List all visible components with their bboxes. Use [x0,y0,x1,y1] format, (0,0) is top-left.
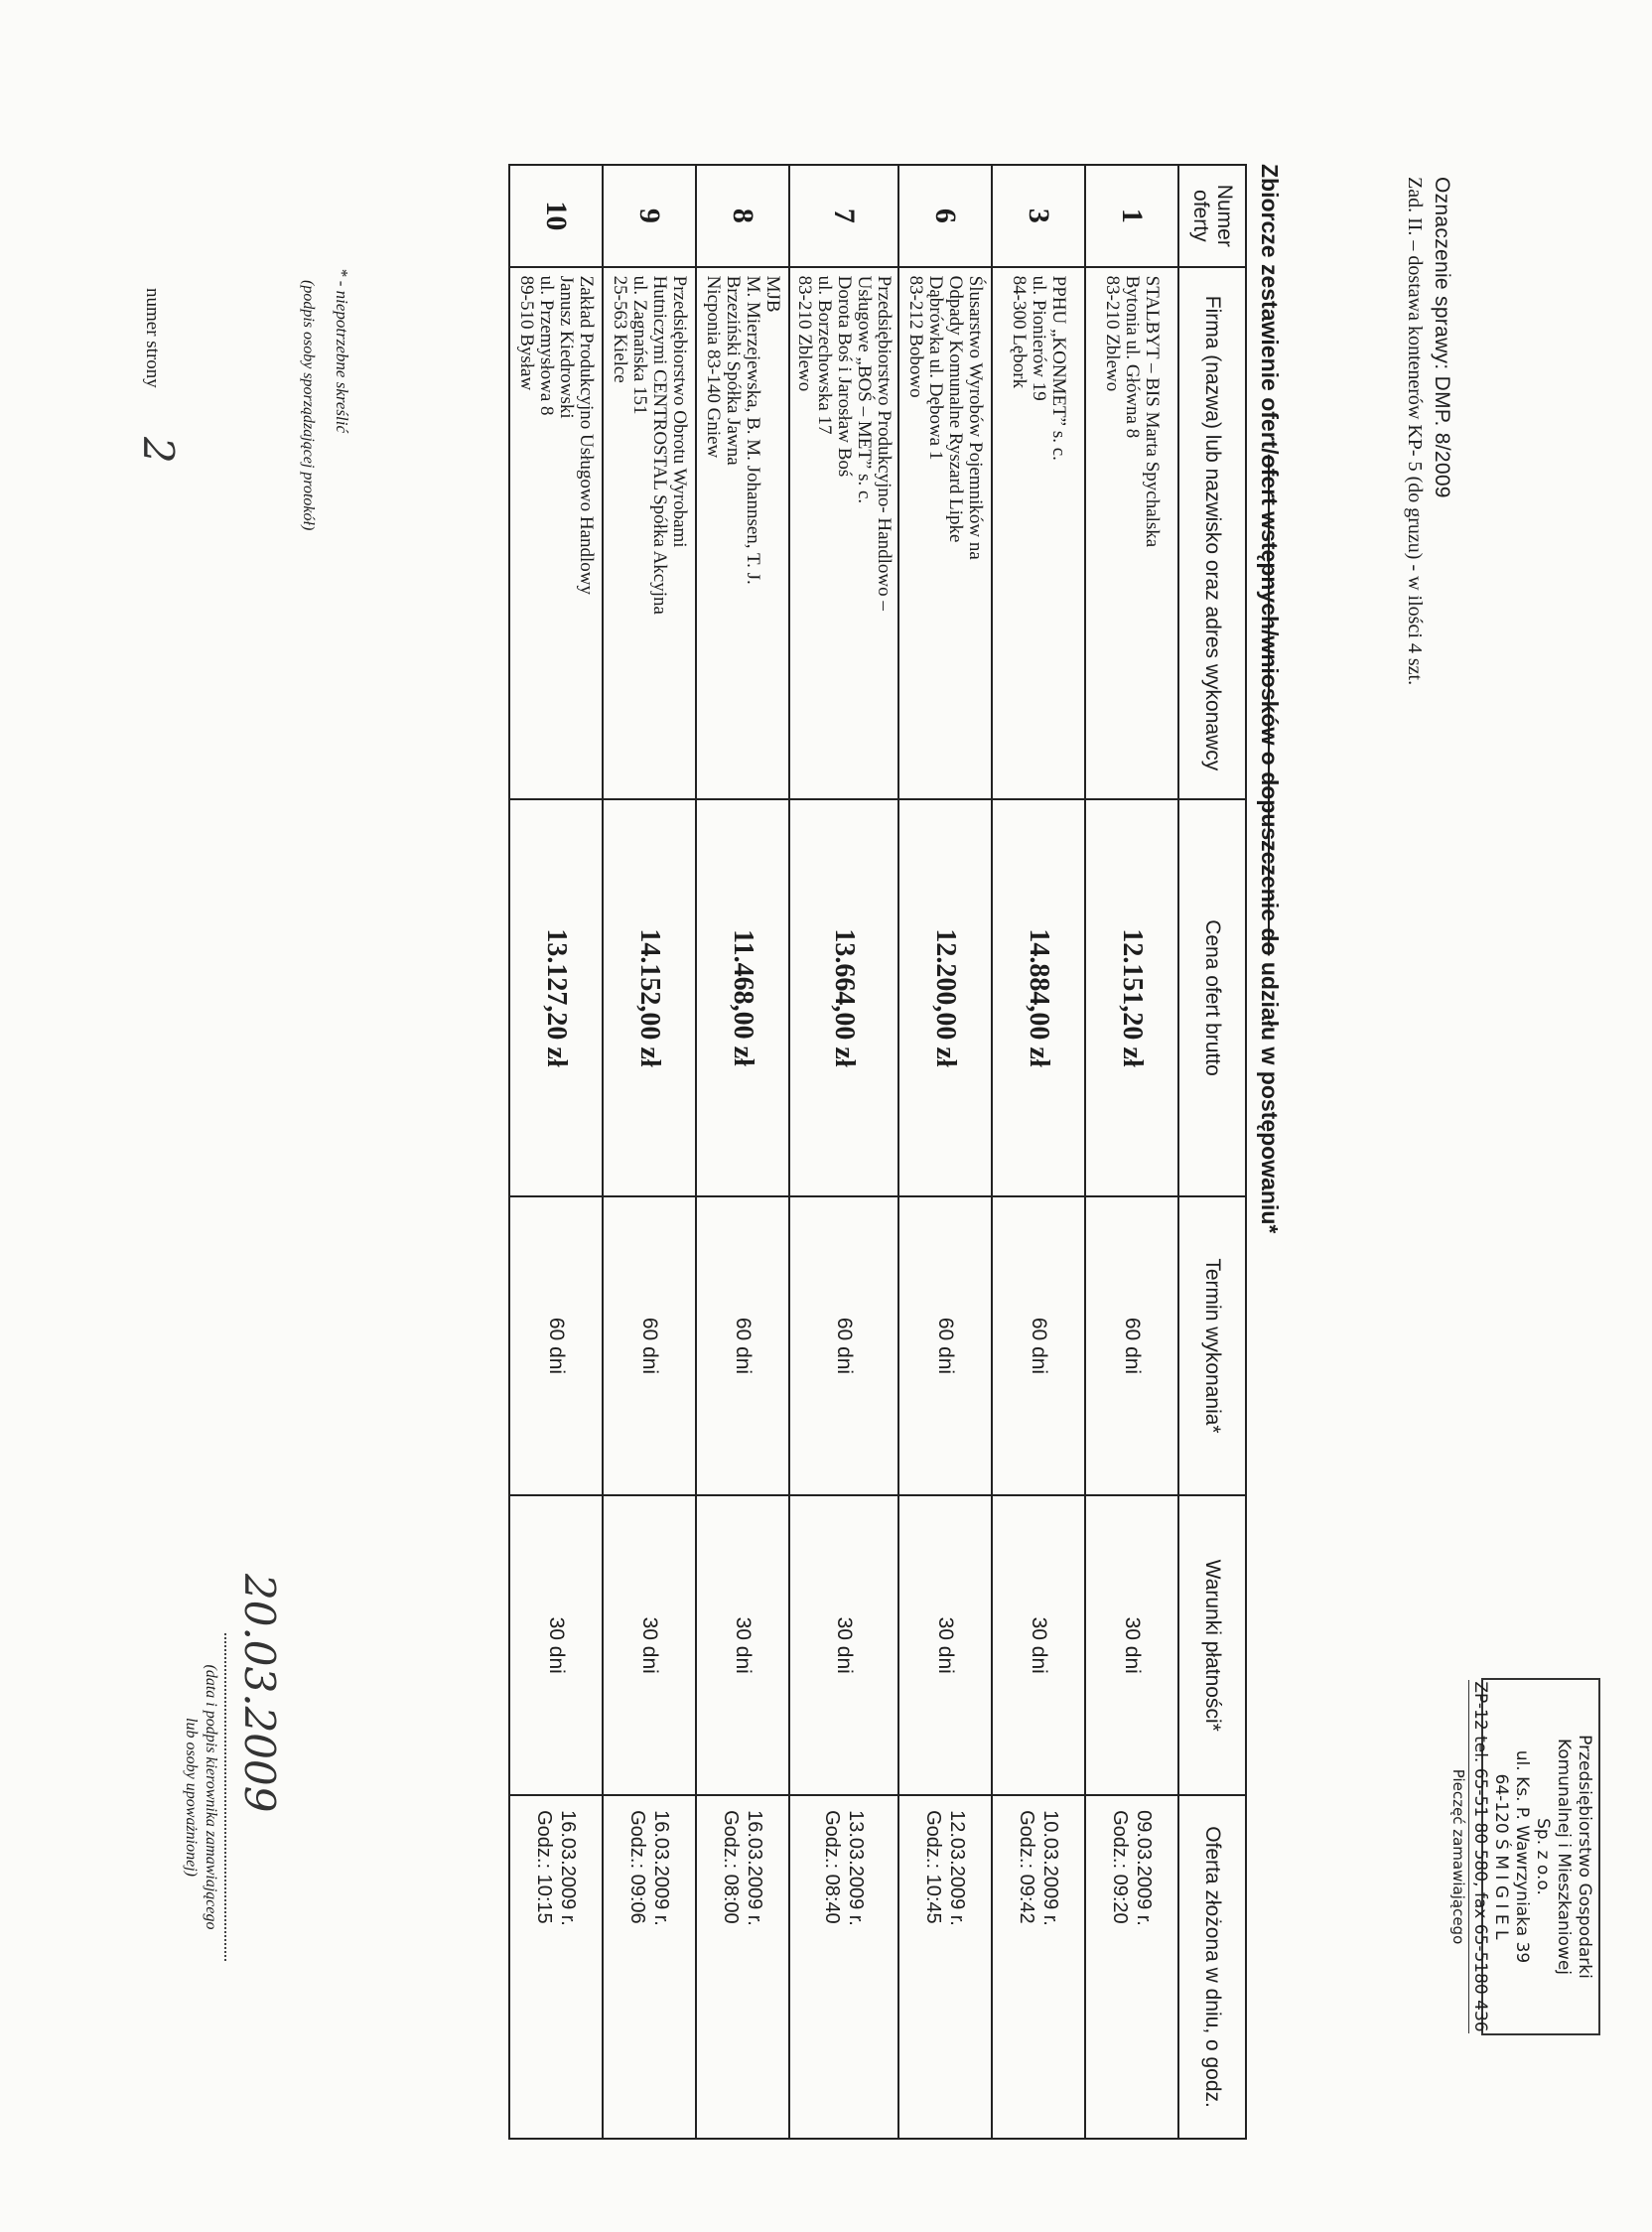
submission-date: 12.03.2009 r. [946,1810,968,1926]
submission-time: Godz.: 08:00 [720,1810,742,1924]
firm-line: Brzeziński Spółka Jawna [723,275,744,466]
submission-datetime [509,1795,603,2139]
firm-line: ul. Zagnańska 151 [629,275,650,415]
offer-number: 1 [1085,165,1178,267]
payment-terms: 30 dni [898,1495,992,1795]
title-suffix: udziału w postępowaniu* [1257,955,1283,1234]
director-caption-line: lub osoby upoważnionej) [183,1718,200,1877]
firm-cell [992,267,1085,800]
firm-line: Hutniczymi CENTROSTAL Spółka Akcyjna [649,275,670,615]
firm-line: 83-210 Zblewo [1102,275,1123,392]
firm-line: Usługowe „BOŚ – MET” s. c. [854,275,875,504]
table-row [509,165,603,2139]
col-header-submitted: Oferta złożona w dniu, o godz. [1178,1795,1246,2139]
gross-price: 13.664,00 zł [789,799,898,1195]
table-row [603,165,696,2139]
firm-line: ul. Borzechowska 17 [814,275,835,435]
submission-datetime [696,1795,789,2139]
completion-term: 60 dni [509,1196,603,1496]
offer-number: 6 [898,165,992,267]
offer-number: 3 [992,165,1085,267]
completion-term: 60 dni [898,1196,992,1496]
firm-line: Przedsiębiorstwo Produkcyjno- Handlowo – [874,275,895,611]
payment-terms: 30 dni [603,1495,696,1795]
firm-line: Odpady Komunalne Ryszard Lipke [945,275,966,543]
firm-line: Janusz Kiedrowski [556,275,577,419]
preparer-signature-caption: (podpis osoby sporządzającej protokół) [300,280,317,531]
firm-line: 83-212 Bobowo [905,275,926,398]
table-header-row [1178,165,1246,2139]
gross-price: 11.468,00 zł [696,799,789,1195]
offer-number: 10 [509,165,603,267]
firm-line: M. Mierzejewska, B. M. Johannsen, T. J. [743,275,763,585]
payment-terms: 30 dni [992,1495,1085,1795]
submission-date: 16.03.2009 r. [557,1810,579,1926]
completion-term: 60 dni [603,1196,696,1496]
firm-line: MJB [762,275,783,313]
table-row [789,165,898,2139]
offer-number: 8 [696,165,789,267]
completion-term: 60 dni [696,1196,789,1496]
gross-price: 12.151,20 zł [1085,799,1178,1195]
submission-datetime [789,1795,898,2139]
submission-date: 16.03.2009 r. [744,1810,765,1926]
firm-cell [696,267,789,800]
firm-line: Dąbrówka ul. Dębowa 1 [925,275,946,461]
firm-line: 84-300 Lębork [1009,275,1030,389]
firm-line: ul. Przemysłowa 8 [536,275,557,416]
gross-price: 13.127,20 zł [509,799,603,1195]
offer-number: 9 [603,165,696,267]
submission-datetime [1085,1795,1178,2139]
stamp-caption: Pieczęć zamawiającego [1447,1680,1469,2033]
page-title [1256,164,1283,1233]
table-row [696,165,789,2139]
submission-date: 09.03.2009 r. [1133,1810,1155,1926]
page-number-label: numer strony [142,288,163,388]
firm-cell [509,267,603,800]
col-header-price: Cena ofert brutto [1178,799,1246,1195]
firm-cell [1085,267,1178,800]
firm-line: Bytonia ul. Główna 8 [1122,275,1143,439]
table-row [898,165,992,2139]
offer-number: 7 [789,165,898,267]
offers-table [508,164,1247,2140]
company-stamp [1449,1678,1600,2035]
firm-cell [789,267,898,800]
stamp-line: 64-120 Ś M I G I E L [1491,1773,1511,1940]
submission-date: 13.03.2009 r. [845,1810,867,1926]
payment-terms: 30 dni [509,1495,603,1795]
submission-time: Godz.: 08:40 [821,1810,843,1924]
col-header-firm: Firma (nazwa) lub nazwisko oraz adres wykonawcy [1178,267,1246,800]
firm-cell [898,267,992,800]
stamp-line: ZP-12 tel. 65-51 80 580, fax 65-5180 436 [1470,1681,1490,2032]
stamp-line: ul. Ks. P. Wawrzyniaka 39 [1512,1749,1532,1964]
footnote: * - niepotrzebne skreślić [333,268,351,434]
firm-line: Nicponia 83-140 Gniew [703,275,724,459]
gross-price: 12.200,00 zł [898,799,992,1195]
title-prefix: Zbiorcze zestawienie ofert/ [1257,164,1283,455]
submission-date: 16.03.2009 r. [650,1810,672,1926]
col-header-term: Termin wykonania* [1178,1196,1246,1496]
table-row [1085,165,1178,2139]
firm-line: 83-210 Zblewo [794,275,815,392]
completion-term: 60 dni [992,1196,1085,1496]
col-header-payment: Warunki płatności* [1178,1495,1246,1795]
firm-line: Przedsiębiorstwo Obrotu Wyrobami [669,275,690,548]
firm-line: ul. Pionierów 19 [1029,275,1049,401]
director-caption-line: (data i podpis kierownika zamawiającego [203,1664,219,1930]
director-signature-caption [181,1633,226,1961]
table-row [992,165,1085,2139]
completion-term: 60 dni [789,1196,898,1496]
submission-time: Godz.: 09:06 [626,1810,648,1924]
case-reference: Oznaczenie sprawy: DMP. 8/2009 [1431,177,1453,498]
firm-line: PPHU „KONMET” s. c. [1048,275,1069,461]
firm-cell [603,267,696,800]
gross-price: 14.884,00 zł [992,799,1085,1195]
submission-date: 10.03.2009 r. [1039,1810,1061,1926]
submission-time: Godz.: 10:15 [533,1810,555,1924]
stamp-line: Komunalnej i Mieszkaniowej [1554,1738,1574,1976]
signature-line [224,1633,226,1961]
page-number-value: 2 [134,437,183,464]
submission-datetime [603,1795,696,2139]
title-struck-text: ofert wstępnych/wniosków o dopuszczenie do [1257,454,1283,956]
task-description: Zad. II. – dostawa kontenerów KP- 5 (do gruzu) - w ilości 4 szt. [1404,177,1426,686]
submission-time: Godz.: 09:20 [1109,1810,1131,1924]
submission-datetime [898,1795,992,2139]
payment-terms: 30 dni [789,1495,898,1795]
col-header-number: Numer oferty [1178,165,1246,267]
stamp-line: Przedsiębiorstwo Gospodarki [1575,1735,1594,1979]
stamp-line: Sp. z o.o. [1533,1818,1553,1895]
firm-line: Zakład Produkcyjno Usługowo Handlowy [576,275,597,596]
firm-line: 25-563 Kielce [610,275,630,383]
firm-line: STALBYT – BIS Marta Spychalska [1142,275,1163,548]
submission-time: Godz.: 09:42 [1016,1810,1037,1924]
submission-datetime [992,1795,1085,2139]
submission-time: Godz.: 10:45 [922,1810,944,1924]
firm-line: 89-510 Bysław [516,275,537,391]
completion-term: 60 dni [1085,1196,1178,1496]
gross-price: 14.152,00 zł [603,799,696,1195]
payment-terms: 30 dni [1085,1495,1178,1795]
firm-line: Dorota Boś i Jarosław Boś [834,275,855,478]
firm-line: Ślusarstwo Wyrobów Pojemników na [965,275,986,560]
payment-terms: 30 dni [696,1495,789,1795]
handwritten-date: 20.03.2009 [235,1574,284,1813]
